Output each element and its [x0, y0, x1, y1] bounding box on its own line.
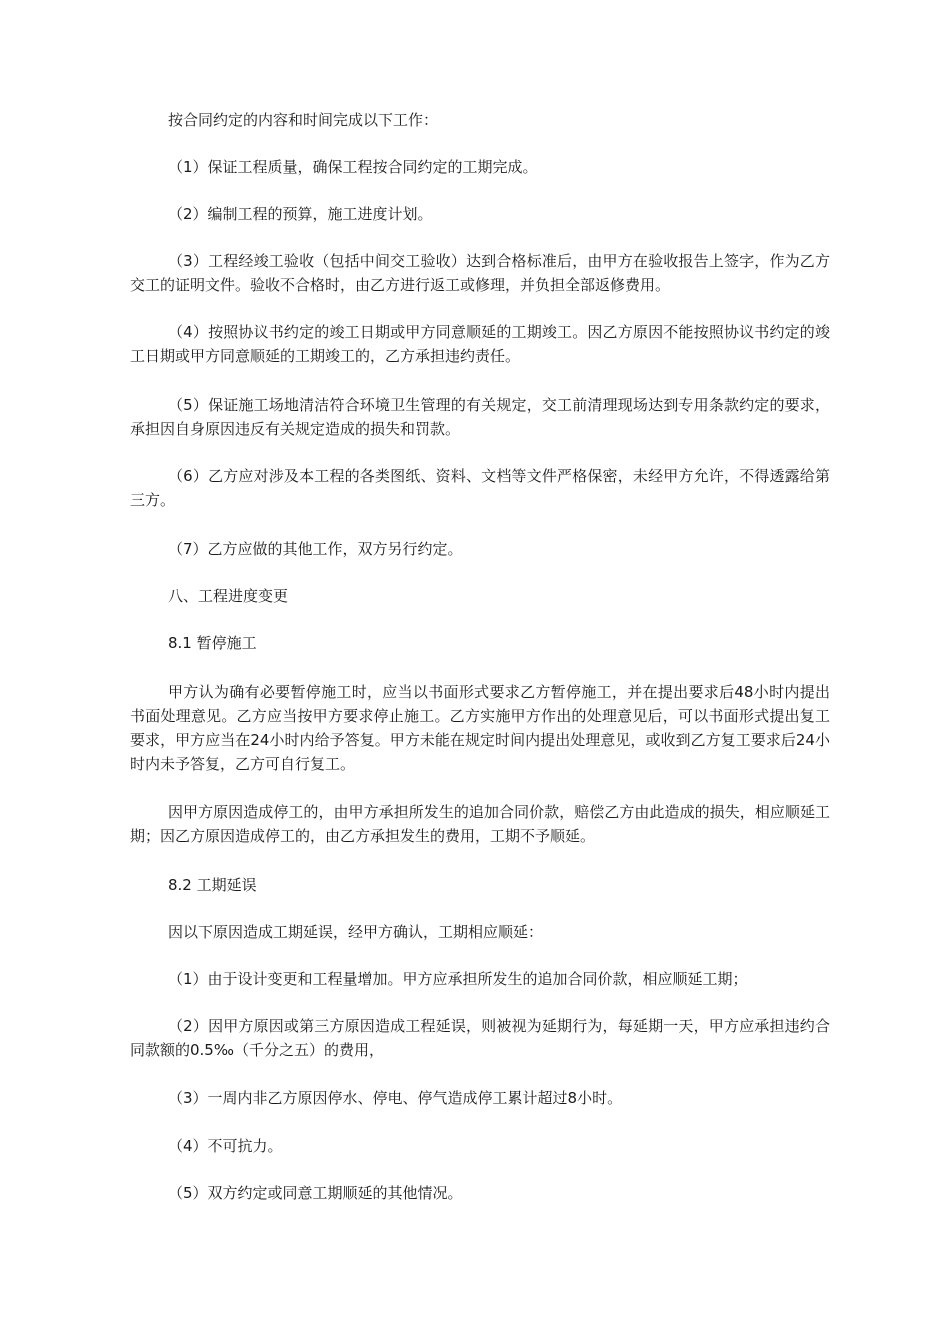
- item-4-paragraph: （4）按照协议书约定的竣工日期或甲方同意顺延的工期竣工。因乙方原因不能按照协议书约定的竣工日期或甲方同意顺延的工期竣工的，乙方承担违约责任。: [130, 323, 830, 365]
- item-1-paragraph: （1）保证工程质量，确保工程按合同约定的工期完成。: [168, 158, 538, 176]
- item-5-paragraph: （5）保证施工场地清洁符合环境卫生管理的有关规定，交工前清理现场达到专用条款约定的要求，承担因自身原因违反有关规定造成的损失和罚款。: [130, 396, 830, 438]
- item-7-paragraph: （7）乙方应做的其他工作，双方另行约定。: [168, 540, 463, 558]
- suspension-paragraph: 甲方认为确有必要暂停施工时，应当以书面形式要求乙方暂停施工，并在提出要求后48小时内提出书面处理意见。乙方应当按甲方要求停止施工。乙方实施甲方作出的处理意见后，可以书面形式提出复工要求，甲方应当在24小时内给予答复。甲方未能在规定时间内提出处理意见，或收到乙方复工要求后24小时内未予答复，乙方可自行复工。: [130, 683, 830, 773]
- item-6-paragraph: （6）乙方应对涉及本工程的各类图纸、资料、文档等文件严格保密，未经甲方允许，不得透露给第三方。: [130, 467, 830, 509]
- delay-intro-paragraph: 因以下原因造成工期延误，经甲方确认，工期相应顺延：: [168, 923, 544, 941]
- delay-item-3-paragraph: （3）一周内非乙方原因停水、停电、停气造成停工累计超过8小时。: [168, 1089, 623, 1107]
- intro-paragraph: 按合同约定的内容和时间完成以下工作：: [168, 111, 439, 129]
- subsection-8-1-heading: 8.1 暂停施工: [168, 634, 257, 652]
- subsection-8-2-heading: 8.2 工期延误: [168, 876, 257, 894]
- delay-item-4-paragraph: （4）不可抗力。: [168, 1137, 283, 1155]
- item-2-paragraph: （2）编制工程的预算，施工进度计划。: [168, 205, 433, 223]
- delay-item-2-paragraph: （2）因甲方原因或第三方原因造成工程延误，则被视为延期行为，每延期一天，甲方应承担违约合同款额的0.5‰（千分之五）的费用，: [130, 1017, 830, 1059]
- suspension-cost-paragraph: 因甲方原因造成停工的，由甲方承担所发生的追加合同价款，赔偿乙方由此造成的损失，相应顺延工期；因乙方原因造成停工的，由乙方承担发生的费用，工期不予顺延。: [130, 803, 830, 845]
- delay-item-1-paragraph: （1）由于设计变更和工程量增加。甲方应承担所发生的追加合同价款，相应顺延工期；: [168, 970, 748, 988]
- section-heading: 八、工程进度变更: [168, 587, 289, 605]
- delay-item-5-paragraph: （5）双方约定或同意工期顺延的其他情况。: [168, 1184, 463, 1202]
- item-3-paragraph: （3）工程经竣工验收（包括中间交工验收）达到合格标准后，由甲方在验收报告上签字，作为乙方交工的证明文件。验收不合格时，由乙方进行返工或修理，并负担全部返修费用。: [130, 252, 830, 294]
